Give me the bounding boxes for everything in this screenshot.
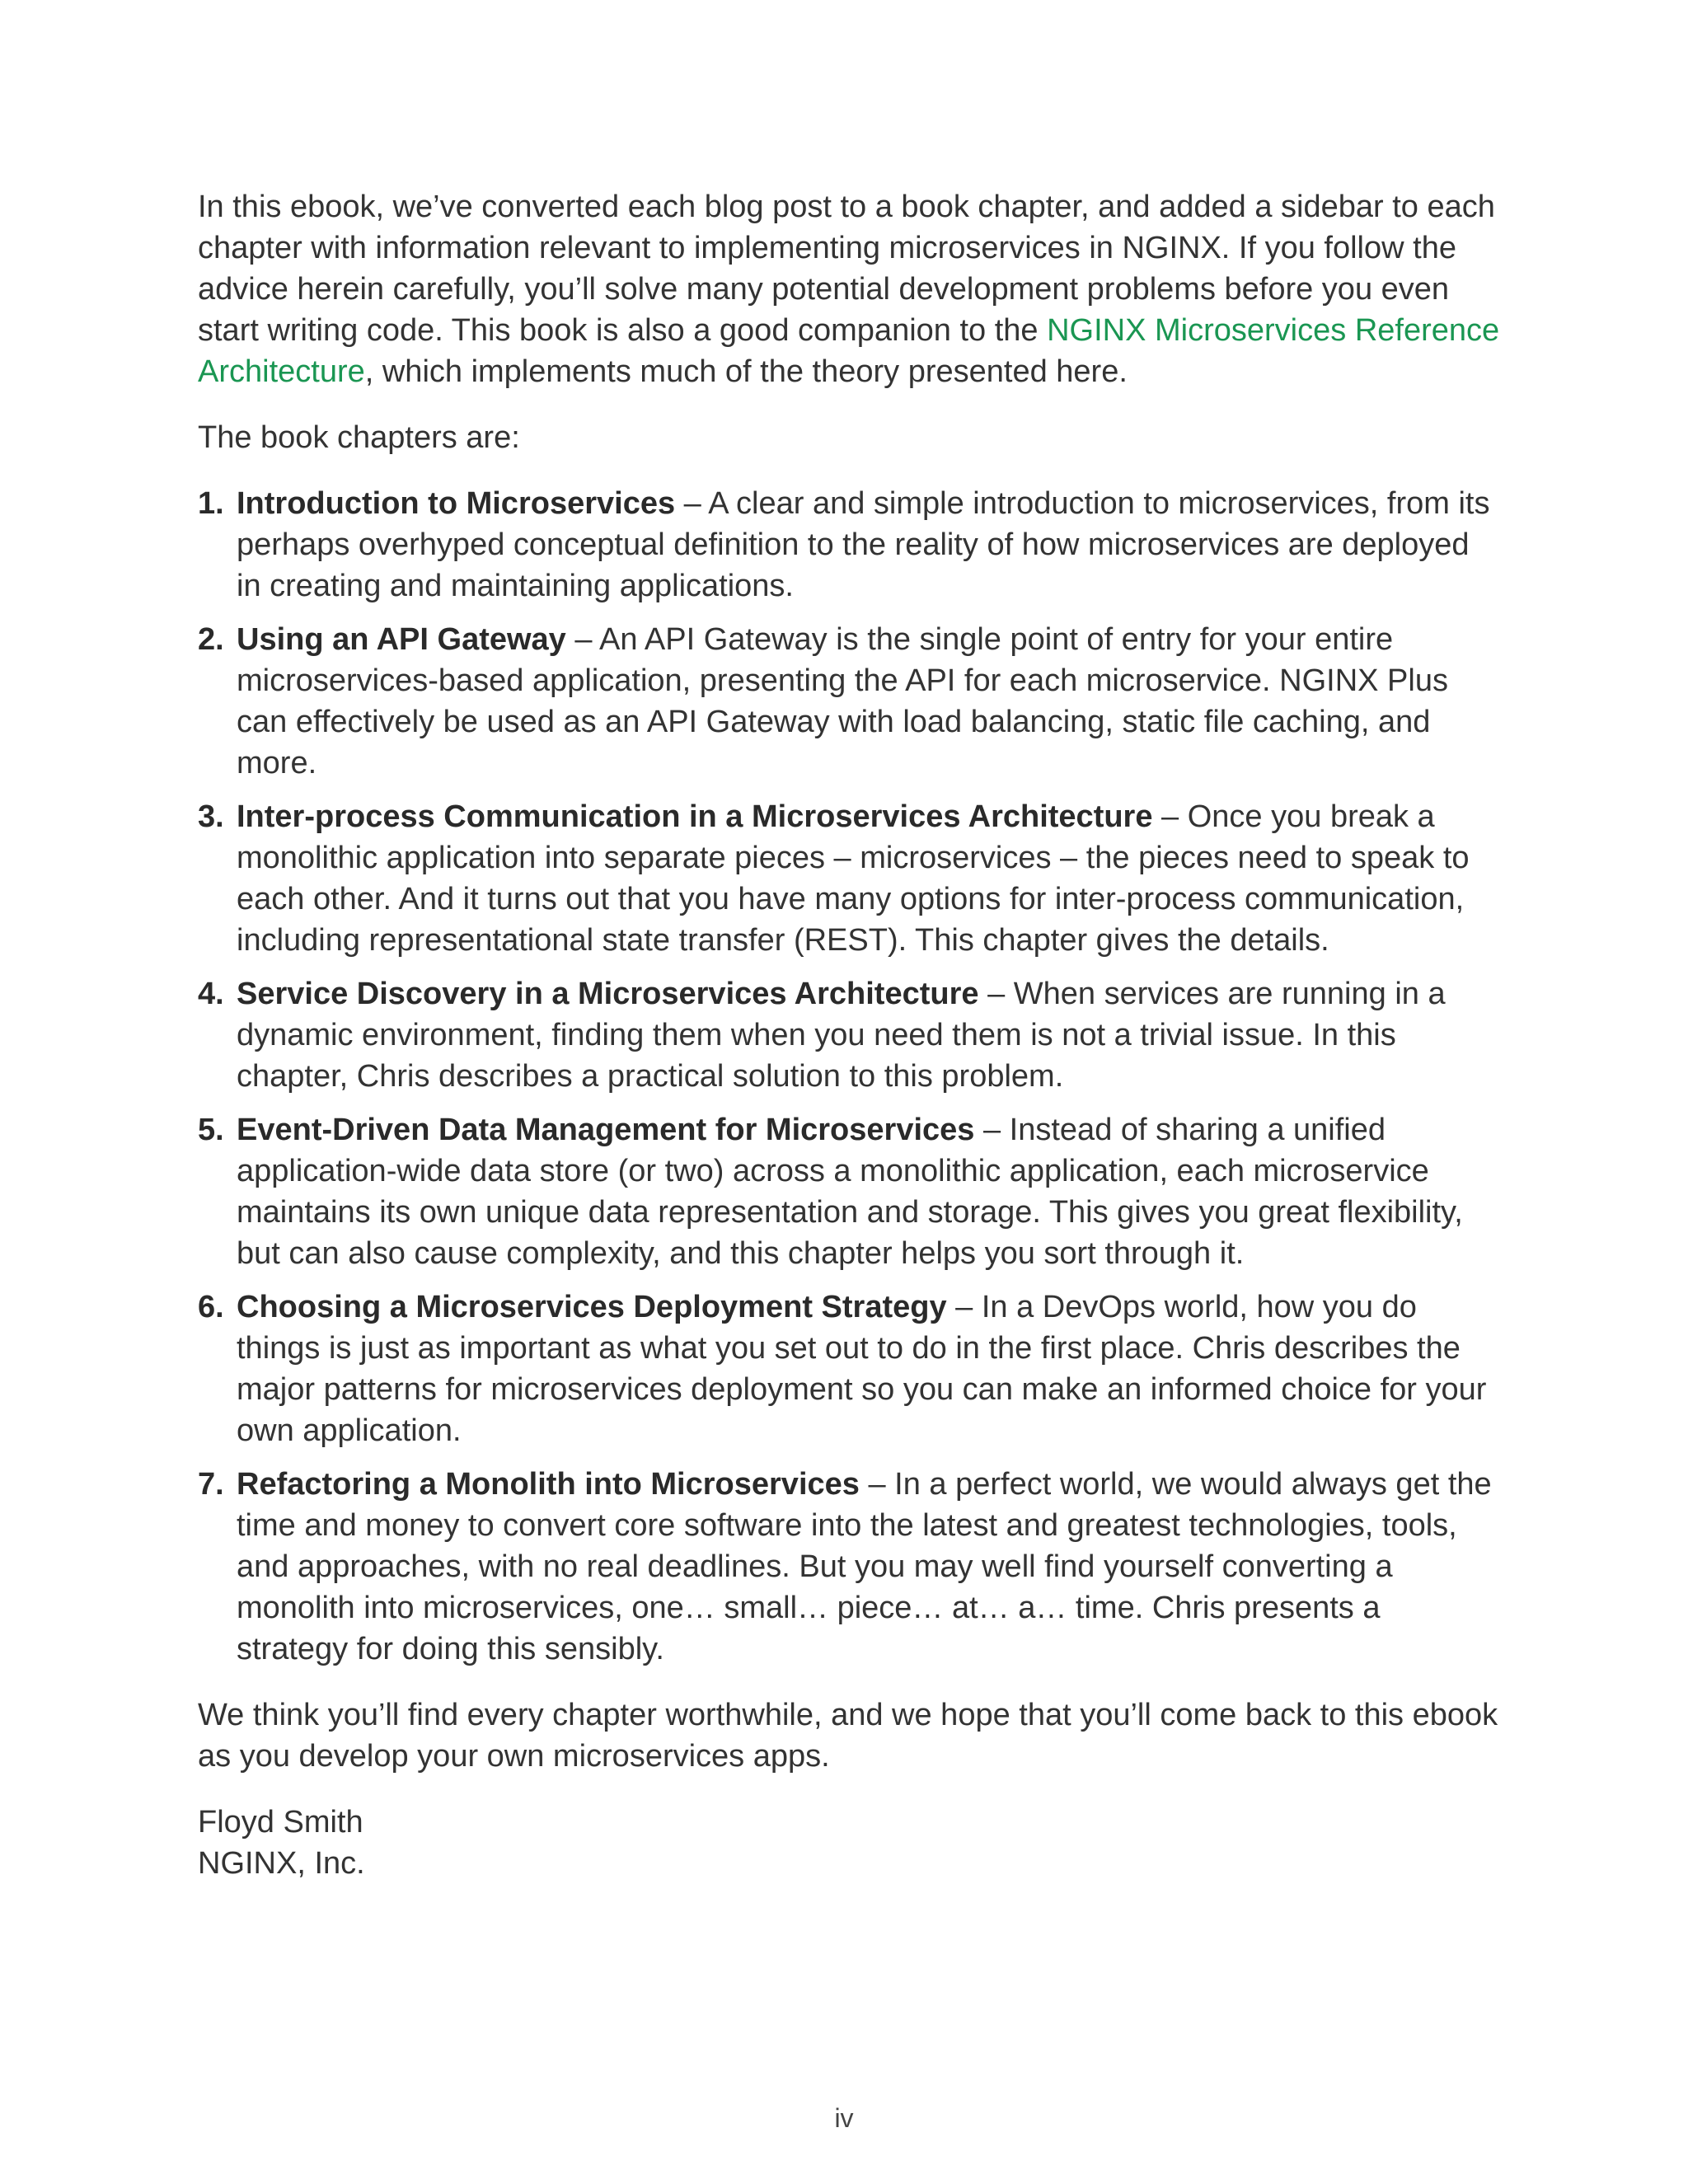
chapter-number: 1. <box>198 486 224 521</box>
intro-text-before-link: In this ebook, we’ve converted each blog post to a book chapter, and added a sidebar to each chapter with information relevant to implementing microservices in NGINX. If you follow the advice herein carefully, you’ll solve many potential development problems before you even start writing code. This book is also a good companion to the <box>198 190 1495 348</box>
signature-block <box>198 1802 1500 1884</box>
chapter-number: 2. <box>198 622 224 657</box>
chapter-title: Introduction to Microservices <box>237 486 676 521</box>
chapter-list <box>198 483 1500 1670</box>
author-name: Floyd Smith <box>198 1805 363 1840</box>
chapter-title: Service Discovery in a Microservices Architecture <box>237 977 979 1011</box>
chapter-number: 5. <box>198 1113 224 1147</box>
intro-text-after-link: , which implements much of the theory presented here. <box>364 354 1128 389</box>
chapter-description: – Instead of sharing a unified application-wide data store (or two) across a monolithic application, each microservice maintains its own unique data representation and storage. This gives you great flexibility, but can also cause complexity, and this chapter helps you sort through it. <box>237 1113 1463 1271</box>
chapter-number: 4. <box>198 977 224 1011</box>
chapter-item-3 <box>198 796 1500 961</box>
page-number: iv <box>834 2103 854 2133</box>
chapter-title: Choosing a Microservices Deployment Strategy <box>237 1290 947 1324</box>
chapter-title: Refactoring a Monolith into Microservices <box>237 1467 860 1502</box>
chapter-description: – In a DevOps world, how you do things is just as important as what you set out to do in the first place. Chris describes the major patterns for microservices deployment so you can make an informed choice for your own application. <box>237 1290 1487 1448</box>
reference-architecture-link[interactable]: NGINX Microservices Reference Architecture <box>198 313 1500 389</box>
chapter-title: Inter-process Communication in a Microservices Architecture <box>237 799 1153 834</box>
chapter-item-2 <box>198 619 1500 784</box>
intro-paragraph <box>198 186 1500 392</box>
chapters-lead: The book chapters are: <box>198 420 520 455</box>
document-body <box>198 186 1500 1884</box>
chapter-description: – An API Gateway is the single point of entry for your entire microservices-based application, presenting the API for each microservice. NGINX Plus can effectively be used as an API Gateway with load balancing, static file caching, and more. <box>237 622 1448 780</box>
chapter-description: – In a perfect world, we would always get the time and money to convert core software into the latest and greatest technologies, tools, and approaches, with no real deadlines. But you may well find yourself converting a monolith into microservices, one… small… piece… at… a… time. Chris presents a strategy for doing this sensibly. <box>237 1467 1492 1666</box>
chapter-title: Event-Driven Data Management for Microservices <box>237 1113 975 1147</box>
chapter-title: Using an API Gateway <box>237 622 566 657</box>
chapter-item-4 <box>198 973 1500 1097</box>
chapter-item-6 <box>198 1286 1500 1451</box>
chapter-number: 6. <box>198 1290 224 1324</box>
chapter-number: 7. <box>198 1467 224 1502</box>
chapter-item-5 <box>198 1109 1500 1274</box>
chapter-description: – A clear and simple introduction to microservices, from its perhaps overhyped conceptual definition to the reality of how microservices are deployed in creating and maintaining applications. <box>237 486 1490 603</box>
chapter-description: – When services are running in a dynamic environment, finding them when you need them is not a trivial issue. In this chapter, Chris describes a practical solution to this problem. <box>237 977 1446 1094</box>
chapter-number: 3. <box>198 799 224 834</box>
chapter-description: – Once you break a monolithic application into separate pieces – microservices – the pieces need to speak to each other. And it turns out that you have many options for inter-process communication, including representational state transfer (REST). This chapter gives the details. <box>237 799 1470 958</box>
author-company: NGINX, Inc. <box>198 1846 365 1881</box>
chapter-item-7 <box>198 1464 1500 1670</box>
closing-paragraph: We think you’ll find every chapter worthwhile, and we hope that you’ll come back to this ebook as you develop your own microservices apps. <box>198 1698 1498 1774</box>
chapter-item-1 <box>198 483 1500 607</box>
